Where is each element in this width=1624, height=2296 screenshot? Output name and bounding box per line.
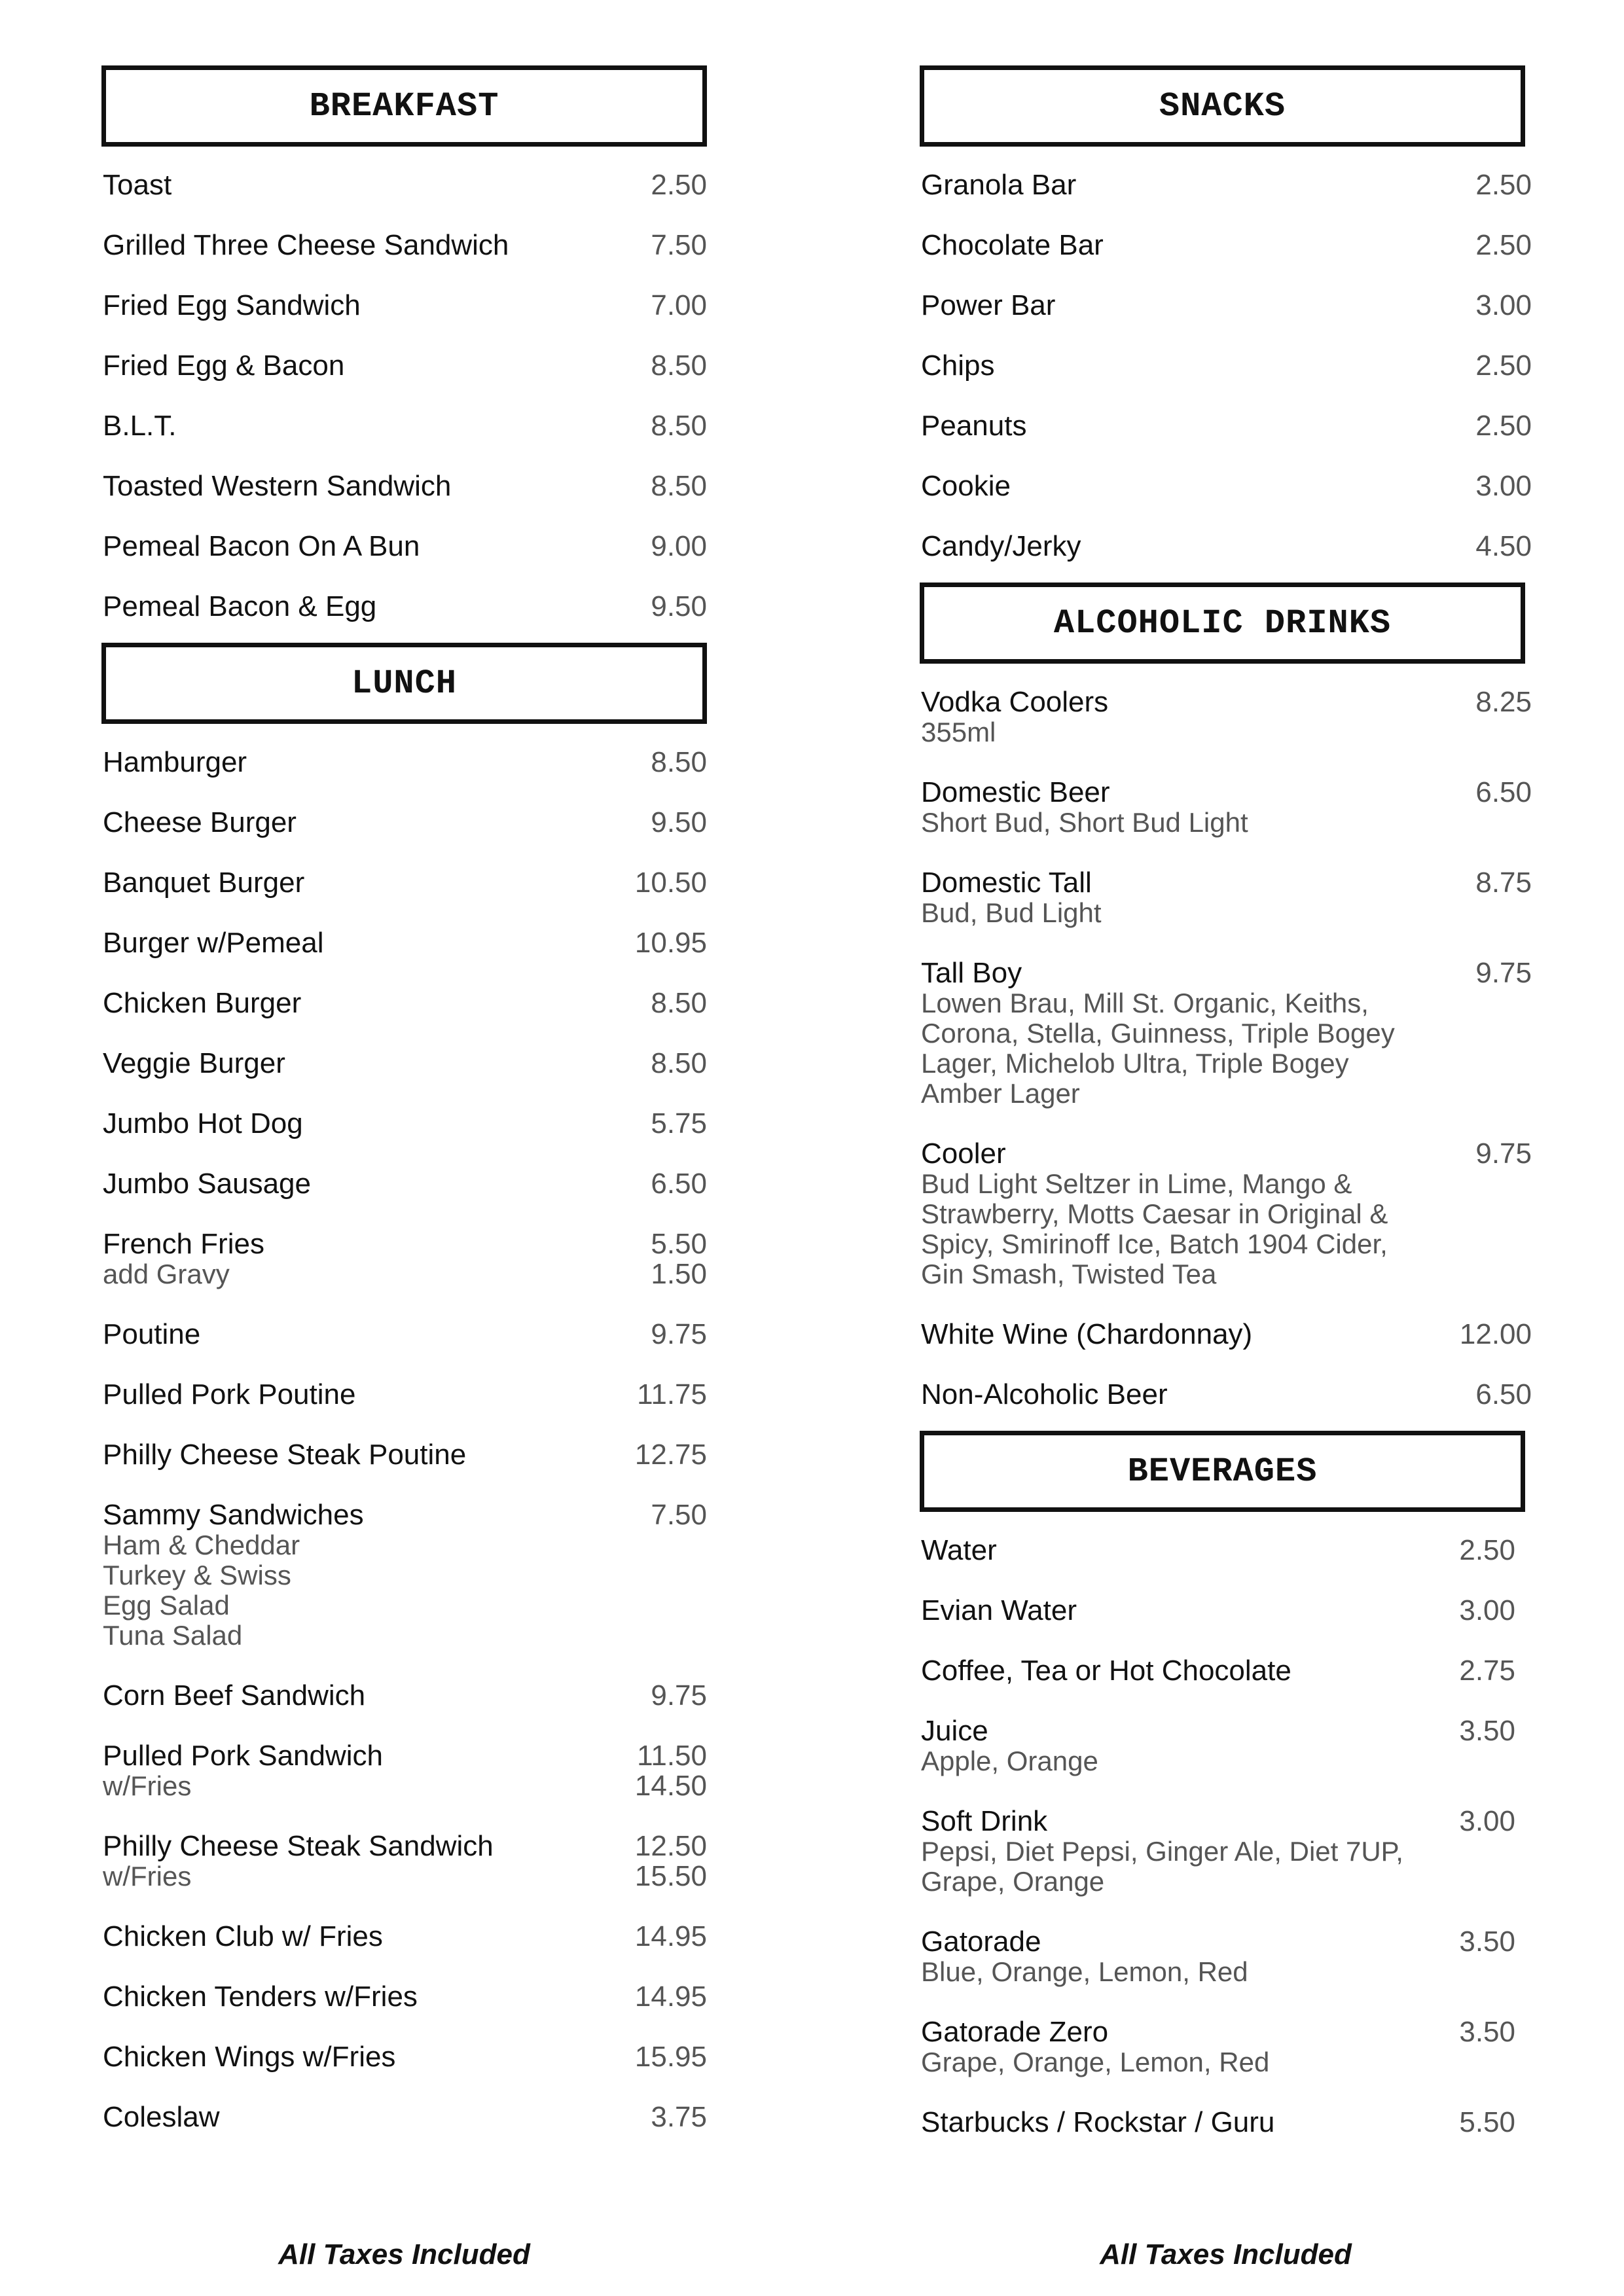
item-price: 9.50 (651, 806, 707, 838)
item-description: Egg Salad (103, 1590, 230, 1621)
right-column (920, 65, 1532, 2159)
menu-item (920, 274, 1532, 334)
item-name: Coleslaw (103, 2101, 220, 2133)
menu-item (920, 334, 1532, 394)
item-prices (651, 808, 707, 838)
item-name: Candy/Jerky (921, 530, 1081, 562)
item-text (103, 1741, 383, 1801)
item-text (103, 291, 361, 321)
item-text (103, 1982, 418, 2012)
item-name: Domestic Beer (921, 776, 1110, 808)
item-price: 7.50 (651, 229, 707, 261)
menu-item (101, 1302, 707, 1363)
item-price: 15.50 (634, 1860, 707, 1892)
menu-item (101, 1031, 707, 1092)
item-prices (635, 1922, 707, 1952)
menu-item (101, 911, 707, 971)
item-description: Ham & Cheddar (103, 1530, 300, 1560)
menu-item (101, 1483, 707, 1664)
item-prices (651, 471, 707, 501)
item-text (103, 230, 509, 260)
menu-item (101, 1965, 707, 2025)
menu-item (920, 1699, 1532, 1789)
item-text (103, 1109, 303, 1139)
menu-item (920, 670, 1532, 761)
item-name: Gatorade Zero (921, 2016, 1109, 2048)
item-name: Poutine (103, 1318, 201, 1350)
item-prices (651, 170, 707, 200)
item-price: 9.00 (651, 530, 707, 562)
item-prices (651, 531, 707, 562)
item-text (921, 351, 995, 381)
menu-item (101, 1664, 707, 1724)
item-name: Pemeal Bacon On A Bun (103, 530, 420, 562)
item-name: Burger w/Pemeal (103, 927, 324, 959)
menu-item (101, 1152, 707, 1212)
menu-item (920, 1579, 1532, 1639)
item-description: add Gravy (103, 1259, 230, 1289)
item-price: 11.50 (637, 1740, 707, 1772)
item-text (921, 2108, 1274, 2138)
item-text (921, 1380, 1168, 1410)
menu-item (920, 1363, 1532, 1423)
item-price: 3.00 (1459, 1594, 1515, 1626)
item-prices (1475, 351, 1532, 381)
menu-item (101, 1212, 707, 1302)
item-name: Fried Egg & Bacon (103, 350, 345, 382)
item-prices (651, 351, 707, 381)
menu-item (101, 394, 707, 454)
item-prices (635, 1741, 707, 1801)
item-name: Chicken Tenders w/Fries (103, 1981, 418, 2013)
item-text (921, 170, 1076, 200)
item-prices (1459, 1806, 1515, 1837)
item-name: Corn Beef Sandwich (103, 1679, 366, 1712)
item-text (921, 778, 1248, 838)
item-price: 12.50 (634, 1830, 707, 1862)
menu-item (101, 1905, 707, 1965)
item-price: 1.50 (651, 1258, 707, 1290)
menu-item (920, 1302, 1532, 1363)
item-name: Cooler (921, 1138, 1006, 1170)
item-text (921, 868, 1102, 928)
item-text (921, 1139, 1388, 1289)
item-text (103, 808, 297, 838)
item-description: w/Fries (103, 1770, 192, 1801)
item-price: 3.50 (1459, 2016, 1515, 2048)
menu-item (920, 2090, 1532, 2151)
menu-item (920, 514, 1532, 575)
item-name: Chicken Burger (103, 987, 302, 1019)
item-name: Domestic Tall (921, 867, 1092, 899)
item-prices (651, 1169, 707, 1199)
section-items-snacks (920, 153, 1532, 575)
item-name: Chocolate Bar (921, 229, 1104, 261)
item-prices (1459, 1656, 1515, 1686)
item-name: Starbucks / Rockstar / Guru (921, 2106, 1275, 2138)
item-prices (635, 1440, 707, 1470)
item-name: Pulled Pork Poutine (103, 1378, 356, 1410)
item-name: Non-Alcoholic Beer (921, 1378, 1168, 1410)
item-price: 9.50 (651, 590, 707, 622)
item-price: 3.50 (1459, 1926, 1515, 1958)
item-price: 2.50 (1475, 169, 1532, 201)
item-price: 8.50 (651, 350, 707, 382)
item-prices (651, 1681, 707, 1711)
item-text (103, 531, 420, 562)
menu-item (920, 1122, 1532, 1302)
item-prices (1475, 531, 1532, 562)
menu-item (101, 1363, 707, 1423)
item-text (103, 351, 344, 381)
item-price: 8.50 (651, 987, 707, 1019)
item-prices (651, 1049, 707, 1079)
left-column (101, 65, 707, 2153)
item-price: 4.50 (1475, 530, 1532, 562)
item-name: Cheese Burger (103, 806, 297, 838)
item-text (921, 687, 1108, 747)
item-prices (1475, 958, 1532, 988)
menu-item (920, 851, 1532, 941)
item-description: Pepsi, Diet Pepsi, Ginger Ale, Diet 7UP, (921, 1836, 1403, 1867)
item-price: 3.00 (1475, 470, 1532, 502)
item-text (103, 1380, 355, 1410)
item-prices (1475, 687, 1532, 717)
menu-item (101, 730, 707, 791)
item-description: Blue, Orange, Lemon, Red (921, 1956, 1248, 1987)
item-description: Gin Smash, Twisted Tea (921, 1259, 1217, 1289)
item-prices (635, 868, 707, 898)
menu-item (101, 454, 707, 514)
menu-item (101, 2025, 707, 2085)
section-header-breakfast: BREAKFAST (101, 65, 707, 147)
menu-item (920, 394, 1532, 454)
item-name: Jumbo Hot Dog (103, 1107, 303, 1139)
menu-item (101, 274, 707, 334)
item-text (921, 1656, 1291, 1686)
section-items-beverages (920, 1518, 1532, 2151)
menu-item (920, 1910, 1532, 2000)
item-price: 2.75 (1459, 1655, 1515, 1687)
item-text (103, 928, 323, 958)
menu-item (920, 2000, 1532, 2090)
item-price: 8.50 (651, 470, 707, 502)
item-price: 6.50 (651, 1168, 707, 1200)
item-name: Power Bar (921, 289, 1056, 321)
item-prices (1459, 1535, 1515, 1566)
item-price: 10.95 (634, 927, 707, 959)
item-description: Lowen Brau, Mill St. Organic, Keiths, (921, 988, 1369, 1018)
item-prices (1475, 1380, 1532, 1410)
section-header-lunch: LUNCH (101, 643, 707, 724)
item-prices (635, 1831, 707, 1892)
item-description: Grape, Orange, Lemon, Red (921, 2047, 1270, 2077)
item-name: Granola Bar (921, 169, 1077, 201)
item-text (921, 531, 1081, 562)
item-price: 11.75 (637, 1378, 707, 1410)
item-description: Turkey & Swiss (103, 1560, 291, 1590)
item-name: Philly Cheese Steak Poutine (103, 1439, 467, 1471)
menu-item (101, 153, 707, 213)
item-prices (651, 1109, 707, 1139)
item-price: 3.75 (651, 2101, 707, 2133)
item-text (921, 1716, 1098, 1776)
item-prices (635, 2042, 707, 2072)
menu-item (101, 213, 707, 274)
item-name: Sammy Sandwiches (103, 1499, 364, 1531)
section-items-breakfast (101, 153, 707, 635)
item-description: Strawberry, Motts Caesar in Original & (921, 1198, 1388, 1229)
item-prices (1475, 868, 1532, 898)
item-price: 7.00 (651, 289, 707, 321)
item-prices (651, 2102, 707, 2132)
item-text (103, 1500, 364, 1651)
item-prices (651, 1500, 707, 1530)
item-name: Banquet Burger (103, 867, 305, 899)
item-prices (1459, 1927, 1515, 1957)
item-price: 2.50 (651, 169, 707, 201)
item-price: 8.25 (1475, 686, 1532, 718)
item-price: 2.50 (1475, 229, 1532, 261)
item-name: Pulled Pork Sandwich (103, 1740, 384, 1772)
section-items-alcoholic-drinks (920, 670, 1532, 1423)
item-name: Grilled Three Cheese Sandwich (103, 229, 509, 261)
item-price: 9.75 (651, 1679, 707, 1712)
item-price: 7.50 (651, 1499, 707, 1531)
item-text (921, 2017, 1269, 2077)
item-price: 10.50 (634, 867, 707, 899)
item-prices (651, 230, 707, 260)
item-name: B.L.T. (103, 410, 177, 442)
item-description: Amber Lager (921, 1078, 1080, 1109)
item-text (103, 1049, 285, 1079)
item-text (103, 170, 171, 200)
item-name: Soft Drink (921, 1805, 1048, 1837)
section-header-beverages: BEVERAGES (920, 1431, 1525, 1512)
item-name: Cookie (921, 470, 1011, 502)
item-text (103, 411, 177, 441)
item-description: Corona, Stella, Guinness, Triple Bogey (921, 1018, 1395, 1049)
menu-item (101, 1814, 707, 1905)
item-price: 8.50 (651, 746, 707, 778)
menu-item (920, 1639, 1532, 1699)
item-text (103, 2042, 395, 2072)
item-name: Evian Water (921, 1594, 1077, 1626)
menu-item (101, 334, 707, 394)
item-text (103, 471, 451, 501)
item-text (103, 592, 376, 622)
item-price: 2.50 (1459, 1534, 1515, 1566)
item-price: 8.75 (1475, 867, 1532, 899)
item-description: Spicy, Smirinoff Ice, Batch 1904 Cider, (921, 1229, 1388, 1259)
item-price: 2.50 (1475, 350, 1532, 382)
item-price: 2.50 (1475, 410, 1532, 442)
item-price: 12.75 (634, 1439, 707, 1471)
item-prices (635, 928, 707, 958)
item-price: 9.75 (1475, 1138, 1532, 1170)
item-prices (1459, 2108, 1515, 2138)
section-items-lunch (101, 730, 707, 2145)
item-price: 6.50 (1475, 776, 1532, 808)
item-name: Philly Cheese Steak Sandwich (103, 1830, 494, 1862)
item-name: Peanuts (921, 410, 1027, 442)
item-name: Jumbo Sausage (103, 1168, 311, 1200)
item-name: Toast (103, 169, 172, 201)
item-price: 3.50 (1459, 1715, 1515, 1747)
item-prices (1475, 411, 1532, 441)
item-text (103, 1319, 200, 1350)
item-description: Tuna Salad (103, 1620, 243, 1651)
item-name: Gatorade (921, 1926, 1041, 1958)
item-price: 6.50 (1475, 1378, 1532, 1410)
menu-item (101, 1724, 707, 1814)
menu-item (101, 575, 707, 635)
item-price: 14.95 (634, 1920, 707, 1952)
menu-item (101, 1092, 707, 1152)
item-prices (651, 988, 707, 1018)
item-name: Water (921, 1534, 997, 1566)
item-prices (1459, 1716, 1515, 1746)
item-description: Bud, Bud Light (921, 897, 1102, 928)
item-price: 8.50 (651, 1047, 707, 1079)
item-prices (651, 592, 707, 622)
item-description: Lager, Michelob Ultra, Triple Bogey (921, 1048, 1349, 1079)
item-prices (651, 747, 707, 778)
item-price: 15.95 (634, 2041, 707, 2073)
item-text (103, 1169, 311, 1199)
item-name: Chips (921, 350, 995, 382)
item-prices (651, 411, 707, 441)
item-description: 355ml (921, 717, 996, 747)
item-text (103, 868, 304, 898)
left-footer: All Taxes Included (278, 2238, 530, 2270)
item-price: 5.75 (651, 1107, 707, 1139)
item-text (103, 1440, 466, 1470)
item-text (103, 2102, 220, 2132)
item-name: Fried Egg Sandwich (103, 289, 361, 321)
menu-item (920, 941, 1532, 1122)
item-text (921, 1596, 1077, 1626)
menu-item (101, 1423, 707, 1483)
item-prices (1460, 1319, 1532, 1350)
item-prices (1475, 778, 1532, 808)
menu-item (101, 2085, 707, 2145)
item-name: Coffee, Tea or Hot Chocolate (921, 1655, 1291, 1687)
item-name: Veggie Burger (103, 1047, 285, 1079)
section-header-alcoholic-drinks: ALCOHOLIC DRINKS (920, 583, 1525, 664)
item-name: Juice (921, 1715, 988, 1747)
item-text (103, 1831, 494, 1892)
item-name: Chicken Wings w/Fries (103, 2041, 396, 2073)
item-price: 14.50 (634, 1770, 707, 1802)
menu-item (920, 1518, 1532, 1579)
item-name: Pemeal Bacon & Egg (103, 590, 377, 622)
item-prices (1459, 2017, 1515, 2047)
menu-item (920, 761, 1532, 851)
item-prices (1475, 230, 1532, 260)
item-text (921, 471, 1011, 501)
menu-item (101, 791, 707, 851)
menu-item (101, 971, 707, 1031)
item-description: Apple, Orange (921, 1746, 1098, 1776)
item-text (103, 1681, 365, 1711)
item-name: White Wine (Chardonnay) (921, 1318, 1253, 1350)
item-description: Short Bud, Short Bud Light (921, 807, 1248, 838)
menu-item (101, 851, 707, 911)
item-text (921, 1535, 997, 1566)
item-text (921, 1319, 1252, 1350)
item-prices (651, 1319, 707, 1350)
right-footer: All Taxes Included (1100, 2238, 1352, 2270)
item-prices (1475, 471, 1532, 501)
item-text (921, 411, 1026, 441)
item-text (921, 230, 1104, 260)
item-prices (1475, 170, 1532, 200)
item-price: 5.50 (651, 1228, 707, 1260)
item-price: 3.00 (1475, 289, 1532, 321)
item-description: w/Fries (103, 1861, 192, 1892)
item-price: 14.95 (634, 1981, 707, 2013)
item-name: French Fries (103, 1228, 264, 1260)
item-text (103, 988, 301, 1018)
item-text (921, 1806, 1403, 1897)
item-name: Tall Boy (921, 957, 1022, 989)
section-header-snacks: SNACKS (920, 65, 1525, 147)
item-text (103, 1229, 264, 1289)
item-price: 5.50 (1459, 2106, 1515, 2138)
item-text (921, 958, 1395, 1109)
item-prices (1475, 291, 1532, 321)
item-prices (651, 291, 707, 321)
item-text (103, 747, 247, 778)
item-text (921, 291, 1055, 321)
item-price: 8.50 (651, 410, 707, 442)
item-name: Chicken Club w/ Fries (103, 1920, 383, 1952)
item-text (103, 1922, 383, 1952)
menu-item (920, 153, 1532, 213)
item-prices (1475, 1139, 1532, 1169)
item-prices (651, 1229, 707, 1289)
item-price: 3.00 (1459, 1805, 1515, 1837)
item-prices (1459, 1596, 1515, 1626)
menu-item (101, 514, 707, 575)
item-description: Bud Light Seltzer in Lime, Mango & (921, 1168, 1352, 1199)
menu-item (920, 454, 1532, 514)
item-name: Toasted Western Sandwich (103, 470, 452, 502)
item-price: 9.75 (651, 1318, 707, 1350)
menu-item (920, 213, 1532, 274)
item-text (921, 1927, 1248, 1987)
item-description: Grape, Orange (921, 1866, 1105, 1897)
item-prices (637, 1380, 707, 1410)
item-name: Hamburger (103, 746, 247, 778)
item-prices (635, 1982, 707, 2012)
item-price: 9.75 (1475, 957, 1532, 989)
item-name: Vodka Coolers (921, 686, 1109, 718)
menu-item (920, 1789, 1532, 1910)
item-price: 12.00 (1459, 1318, 1532, 1350)
